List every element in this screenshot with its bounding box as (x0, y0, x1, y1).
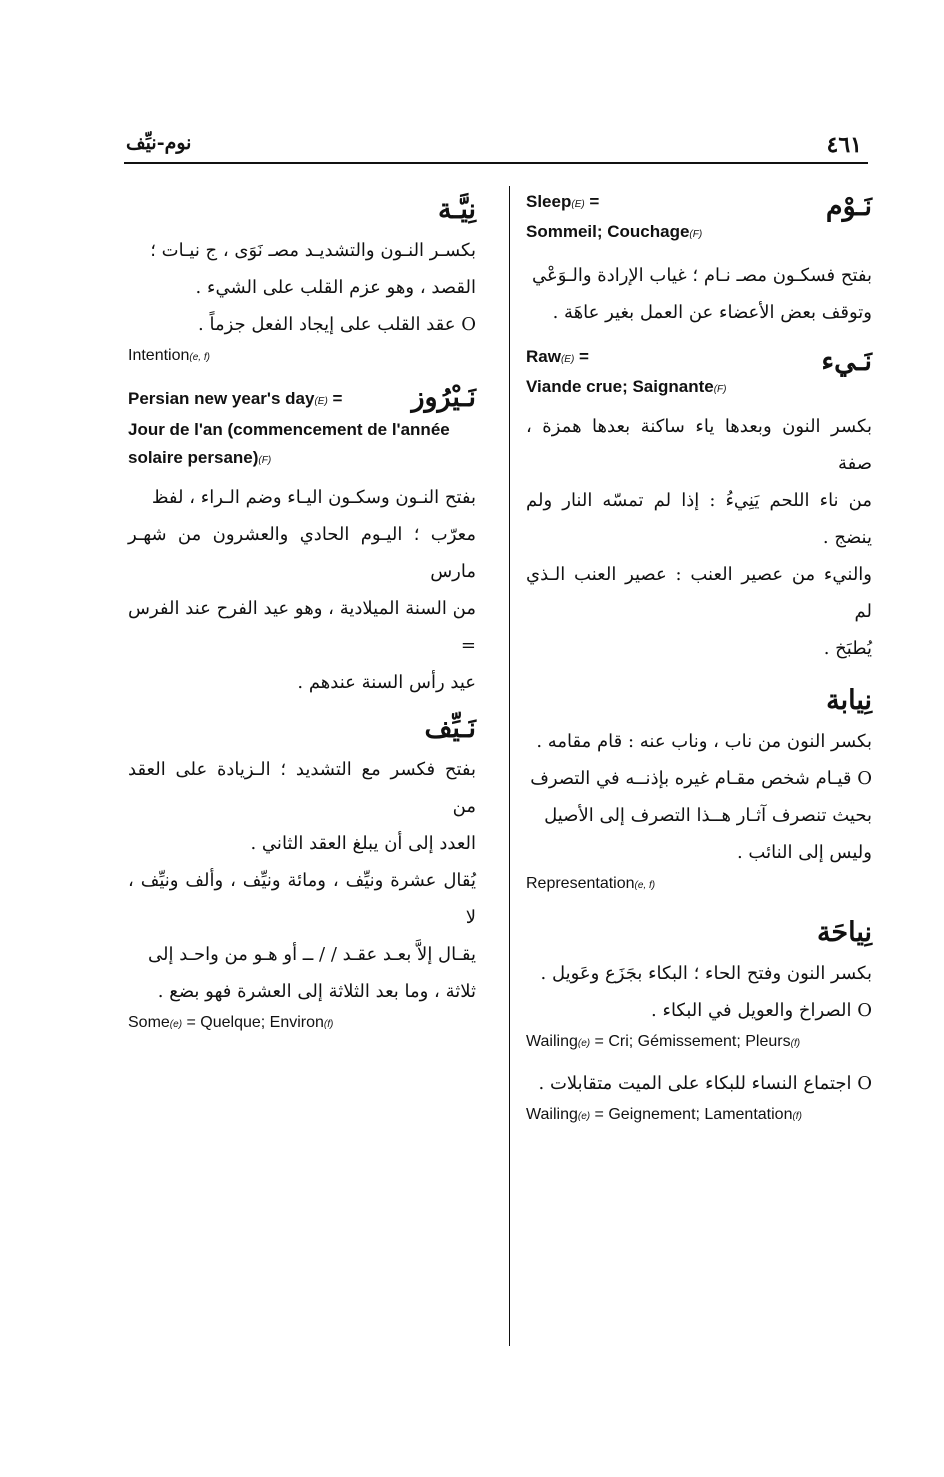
definition-line: يُطبَخ . (823, 638, 872, 659)
headword: نَـيِّف (424, 713, 476, 744)
page-number: ٤٦١ (826, 132, 862, 158)
entry-header (526, 188, 872, 236)
column-divider (509, 186, 510, 1346)
definition-line: بحيث تنصرف آثـار هــذا التصرف إلى الأصيل (544, 805, 872, 826)
page-header (124, 128, 868, 164)
headword: نَـيْرُوز (411, 382, 476, 413)
definition-line: بكسـر النـون والتشديـد مصـ نَوَى ، ج نيـات ؛ (150, 240, 476, 261)
definition (128, 751, 476, 1010)
definition-line: وتوقف بعض الأعضاء عن العمل بغير عاهَة . (552, 302, 872, 323)
definition-line: بفتح فسكـون مصـ نـام ؛ غياب الإرادة والـوَعْي (532, 265, 872, 286)
definition-line: من ناء اللحم يَنِيءُ : إذا لم تمسّه النار ولم ينضج . (526, 490, 872, 548)
translation-note: Intention(e, f) (128, 347, 210, 364)
translation-note: Wailing(e) = Cri; Gémissement; Pleurs(f) (526, 1033, 801, 1050)
definition-line: عيد رأس السنة عندهم . (297, 672, 476, 693)
headword: نَـيء (821, 346, 872, 377)
headword: نِيَّـة (437, 194, 476, 225)
definition-line: القصد ، وهو عزم القلب على الشيء . (195, 277, 476, 298)
definition-line: ثلاثة ، وما بعد الثلاثة إلى العشرة فهو بضع . (157, 981, 476, 1002)
definition-line: يقـال إلاَّ بعـد عقـد / / ــ أو هـو من واحـد إلى (148, 944, 476, 965)
definition (526, 257, 872, 331)
french-gloss: Viande crue; Saignante(F) (526, 377, 727, 396)
definition (526, 955, 872, 1029)
definition-line: معرّب ؛ اليـوم الحادي والعشرون من شهـر مارس (128, 524, 476, 582)
definition (128, 232, 476, 343)
definition-line: وليس إلى النائب . (736, 842, 872, 863)
right-column (526, 188, 872, 1142)
entry-nay (526, 343, 872, 667)
english-gloss: Sleep(E) = (526, 192, 600, 211)
definition (526, 408, 872, 667)
entry-header (128, 383, 476, 416)
translation-note: Some(e) = Quelque; Environ(f) (128, 1014, 334, 1031)
definition-line: والنيء من عصير العنب : عصير العنب الـذي لم (526, 564, 872, 622)
entry-nayruz (128, 383, 476, 701)
definition (526, 723, 872, 871)
entry-header (526, 343, 872, 391)
definition (128, 479, 476, 701)
headword: نِيابة (826, 685, 872, 716)
running-head: نوم-نيِّف (126, 132, 192, 154)
entry-niyaba (526, 679, 872, 899)
entry-nawm (526, 188, 872, 331)
english-gloss: Persian new year's day(E) = (128, 389, 343, 408)
definition-line: بكسر النون وبعدها ياء ساكنة بعدها همزة ، صفة (526, 416, 872, 474)
definition-line: بكسر النون وفتح الحاء ؛ البكاء بجَزَع وعَويل . (540, 963, 872, 984)
entry-nayyif (128, 707, 476, 1038)
french-gloss: Jour de l'an (commencement de l'année solaire persane)(F) (128, 420, 450, 467)
definition-line: العدد إلى أن يبلغ العقد الثاني . (250, 833, 476, 854)
left-column (128, 188, 476, 1050)
translation-note: Representation(e, f) (526, 875, 656, 892)
definition-line: O قيـام شخص مقـام غيره بإذنــه في التصرف (530, 768, 872, 789)
translation-note: Wailing(e) = Geignement; Lamentation(f) (526, 1106, 802, 1123)
french-gloss: Sommeil; Couchage(F) (526, 222, 703, 241)
definition-line: يُقال عشرة ونيِّف ، ومائة ونيِّف ، وألف ونيِّف ، لا (128, 870, 476, 928)
entry-niyaha (526, 911, 872, 1130)
definition-line: O عقد القلب على إيجاد الفعل جزماً . (198, 314, 476, 335)
definition-line: من السنة الميلادية ، وهو عيد الفرح عند الفرس = (128, 598, 476, 656)
headword: نَـوْم (825, 191, 872, 222)
definition-line: بفتح فكسر مع التشديد ؛ الـزيادة على العقد من (128, 759, 476, 817)
definition-line: O الصراخ والعويل في البكاء . (651, 1000, 872, 1021)
definition-line: بكسر النون من ناب ، وناب عنه : قام مقامه . (536, 731, 872, 752)
definition-line: بفتح النـون وسكـون اليـاء وضم الـراء ، لفظ (151, 487, 476, 508)
definition-line: O اجتماع النساء للبكاء على الميت متقابلات . (538, 1073, 872, 1094)
entry-niyya (128, 188, 476, 371)
english-gloss: Raw(E) = (526, 347, 589, 366)
definition (526, 1065, 872, 1102)
headword: نِياحَة (816, 917, 872, 948)
